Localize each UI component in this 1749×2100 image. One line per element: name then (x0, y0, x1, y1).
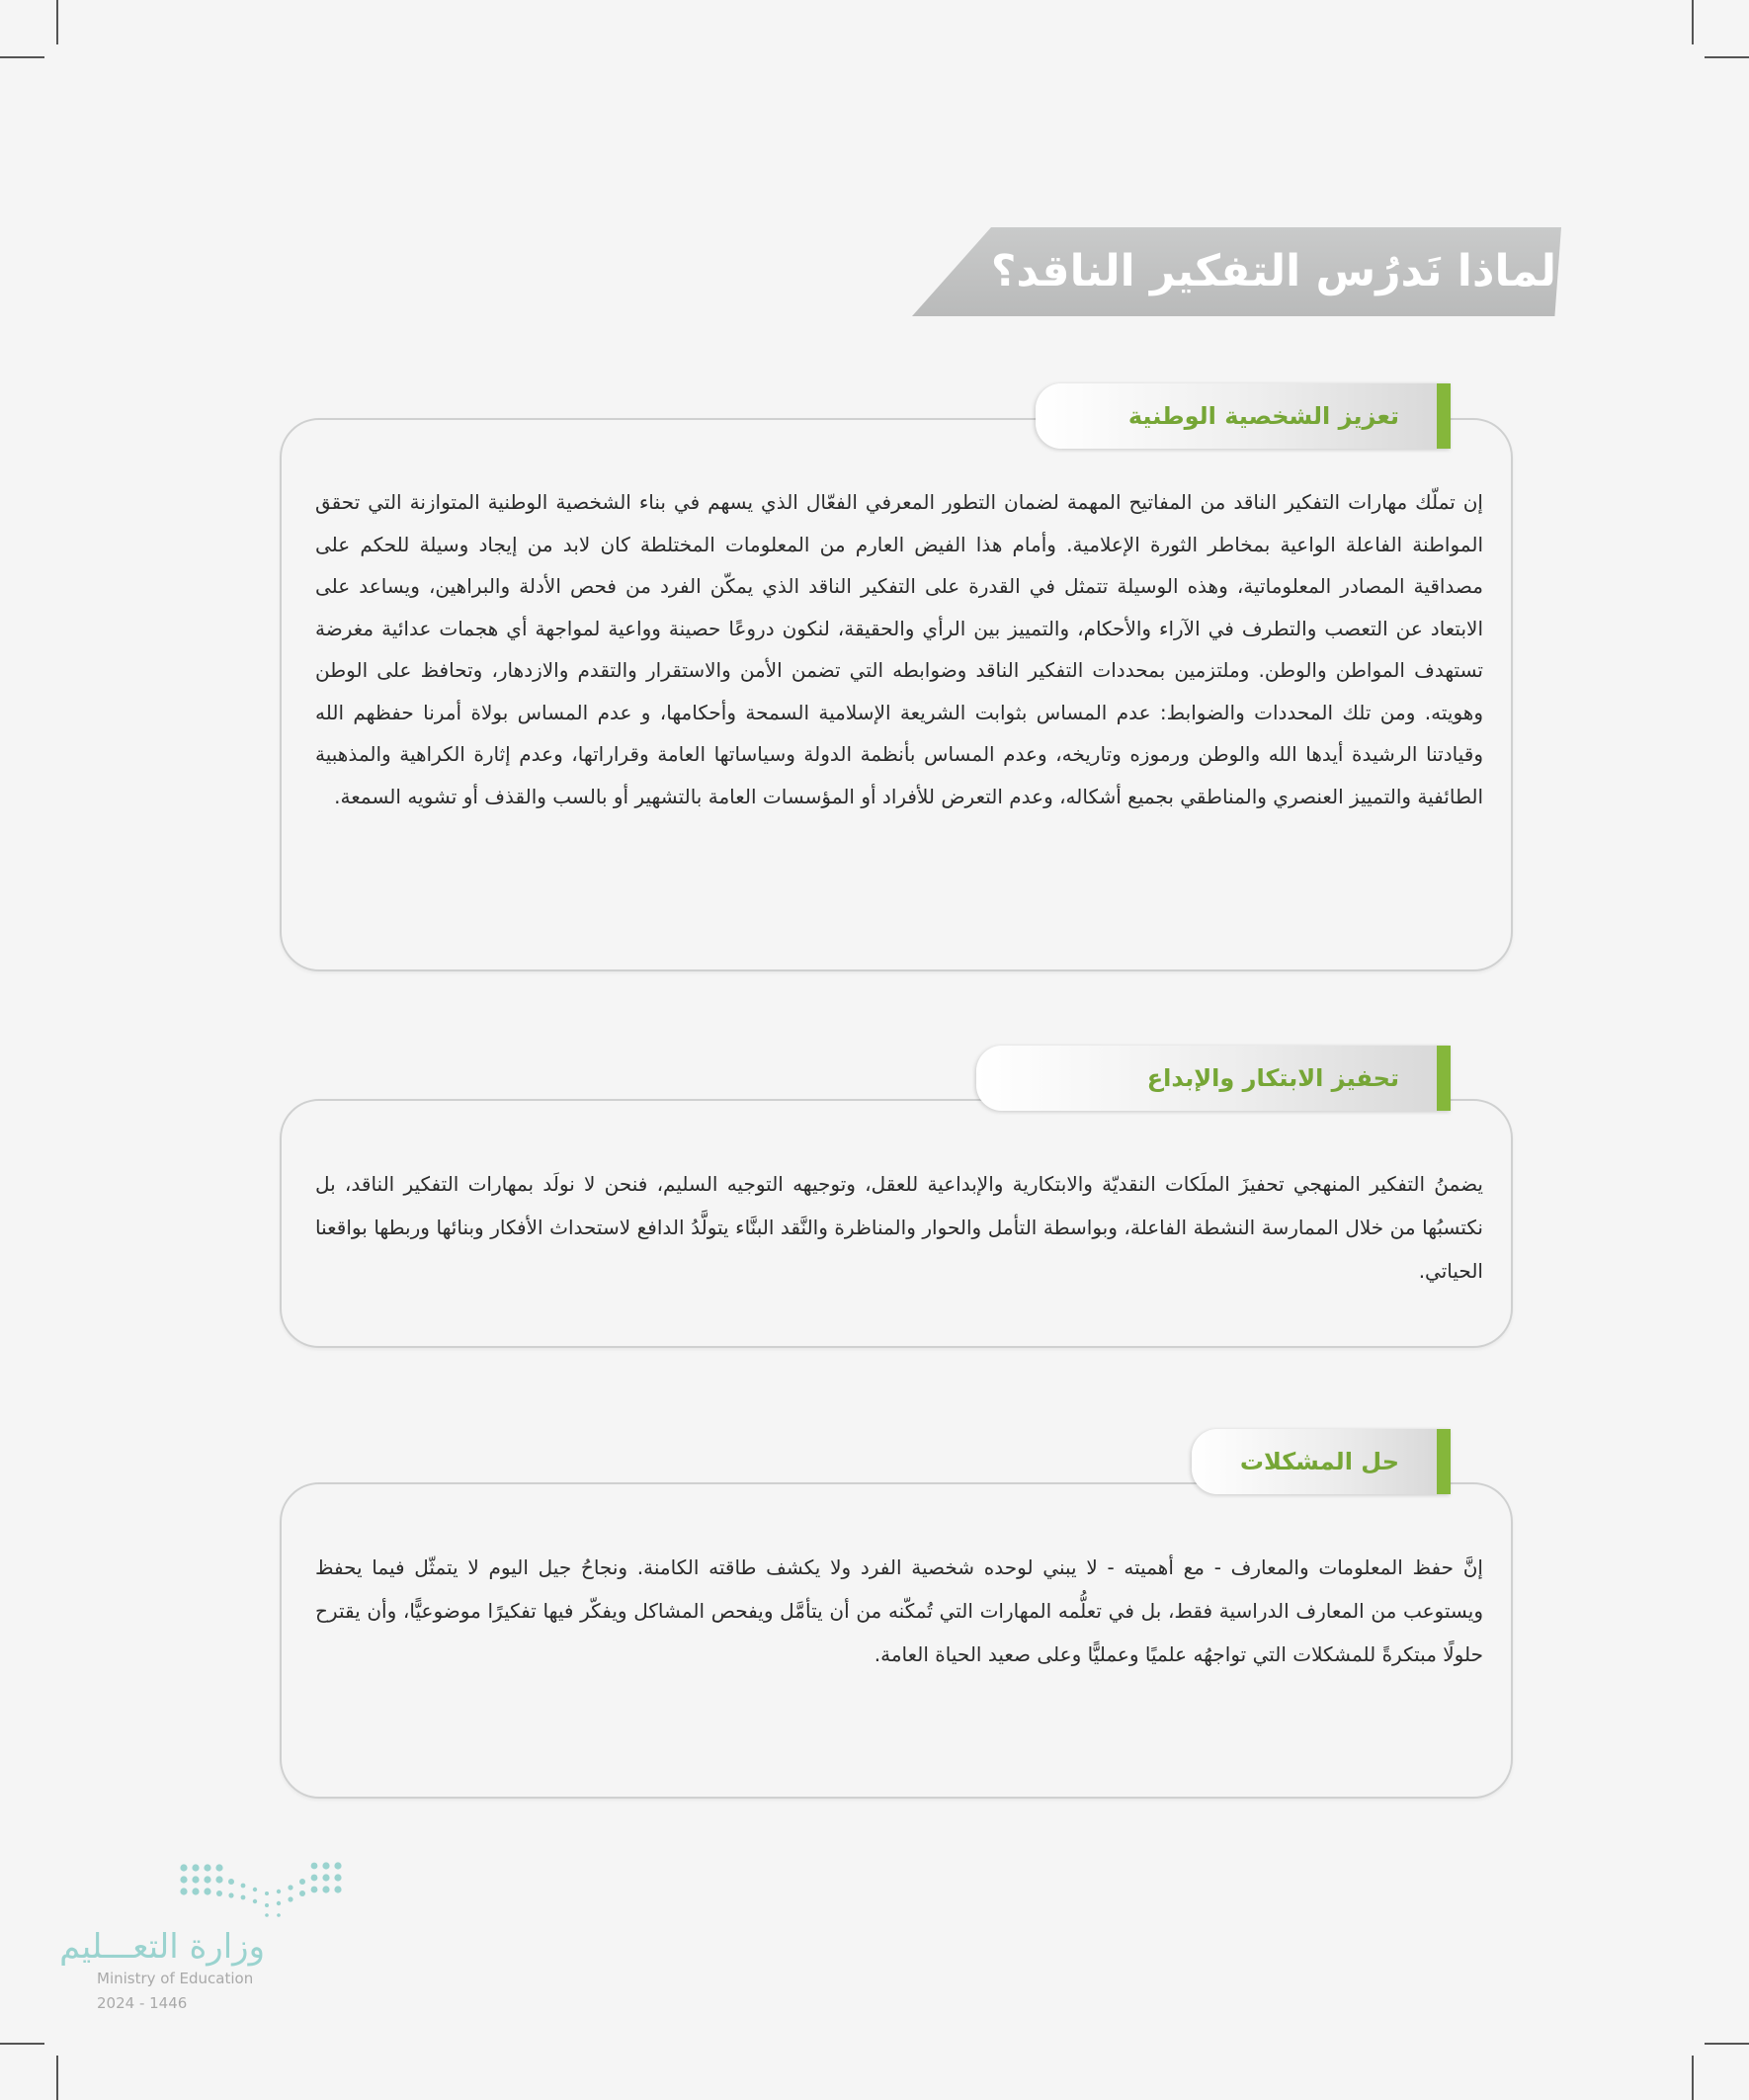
section-heading-problem-solving: حل المشكلات (1192, 1429, 1451, 1494)
section-heading-innovation: تحفيز الابتكار والإبداع (976, 1046, 1451, 1111)
ministry-year: 2024 - 1446 (97, 1994, 188, 2012)
ministry-logo-dots-icon (178, 1860, 352, 1921)
crop-mark (0, 56, 44, 58)
section-box-problem-solving (280, 1482, 1513, 1799)
section-heading-national-identity: تعزيز الشخصية الوطنية (1036, 383, 1451, 449)
ministry-name-arabic: وزارة التعـــليم (59, 1927, 265, 1967)
section-box-innovation (280, 1099, 1513, 1348)
section-body: يضمنُ التفكير المنهجي تحفيزَ الملَكات النقديّة والابتكارية والإبداعية للعقل، وتوجيهه التوجيه السليم، فنحن لا نولَد بمهارات التفكير الناقد، بل نكتسبُها من خلال الممارسة النشطة الفاعلة، وبواسطة التأمل والحوار والمناظرة والنَّقد البنَّاء يتولَّدُ الدافع لاستحداث الأفكار وبنائها وربطها بواقعنا الحياتي. (315, 1172, 1483, 1283)
ministry-name-english: Ministry of Education (97, 1970, 254, 1987)
crop-mark (1705, 56, 1749, 58)
crop-mark (56, 0, 58, 44)
section-body: إنَّ حفظ المعلومات والمعارف - مع أهميته - لا يبني لوحده شخصية الفرد ولا يكشف طاقته الكامنة. ونجاحُ جيل اليوم لا يتمثّل فيما يحفظ ويستوعب من المعارف الدراسية فقط، بل في تعلُّمه المهارات التي تُمكّنه من أن يتأمَّل ويفحص المشاكل ويفكّر فيها تفكيرًا موضوعيًّا، وأن يقترح حلولًا مبتكرةً للمشكلات التي تواجهُه علميًا وعمليًّا وعلى صعيد الحياة العامة. (315, 1555, 1483, 1666)
crop-mark (0, 2043, 44, 2045)
crop-mark (1692, 0, 1694, 44)
page-title: لماذا نَدرُس التفكير الناقد؟ (990, 246, 1556, 296)
section-body: إن تملّك مهارات التفكير الناقد من المفاتيح المهمة لضمان التطور المعرفي الفعّال الذي يسهم في بناء الشخصية الوطنية المتوازنة التي تحقق المواطنة الفاعلة الواعية بمخاطر الثورة الإعلامية. وأمام هذا الفيض العارم من المعلومات المختلطة كان لابد من إيجاد وسيلة للحكم على مصداقية المصادر المعلوماتية، وهذه الوسيلة تتمثل في القدرة على التفكير الناقد الذي يمكّن الفرد من فحص الأدلة والبراهين، ويساعد على الابتعاد عن التعصب والتطرف في الآراء والأحكام، والتمييز بين الرأي والحقيقة، لنكون دروعًا حصينة وواعية لمواجهة أي هجمات عدائية مغرضة تستهدف المواطن والوطن. وملتزمين بمحددات التفكير الناقد وضوابطه التي تضمن الأمن والاستقرار والتقدم والازدهار، وتحافظ على الوطن وهويته. ومن تلك المحددات والضوابط: عدم المساس بثوابت الشريعة الإسلامية السمحة وأحكامها، و عدم المساس بولاة أمرنا حفظهم الله وقيادتنا الرشيدة أيدها الله والوطن ورموزه وتاريخه، وعدم المساس بأنظمة الدولة وسياساتها العامة وقراراتها، وعدم إثارة الكراهية والمذهبية الطائفية والتمييز العنصري والمناطقي بجميع أشكاله، وعدم التعرض للأفراد أو المؤسسات العامة بالتشهير أو بالسب والقذف أو تشويه السمعة. (315, 490, 1483, 808)
crop-mark (1692, 2056, 1694, 2100)
crop-mark (1705, 2043, 1749, 2045)
section-box-national-identity (280, 418, 1513, 971)
crop-mark (56, 2056, 58, 2100)
